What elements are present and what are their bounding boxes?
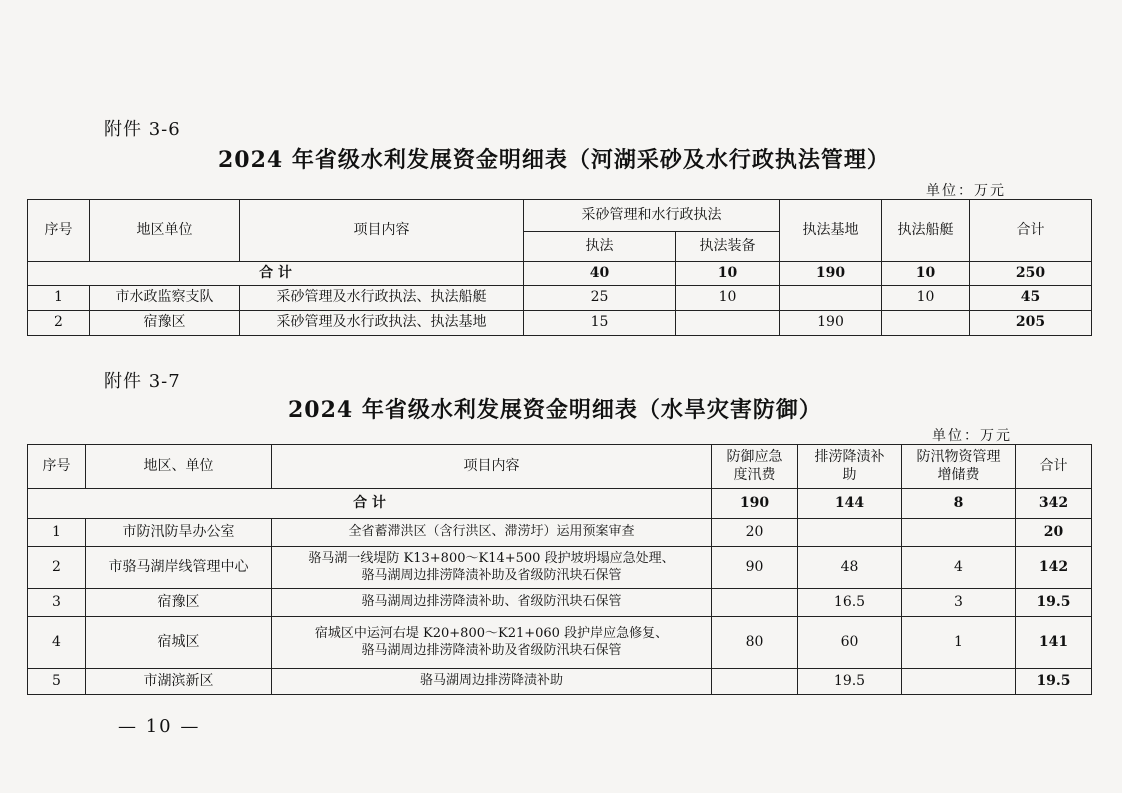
- header-seq: 序号: [28, 200, 90, 262]
- table-row: [28, 589, 1092, 617]
- row-base: 190: [780, 311, 882, 336]
- sum-enforce: 40: [524, 262, 676, 286]
- annex-3-7-title: 2024 年省级水利发展资金明细表（水旱灾害防御）: [288, 397, 822, 423]
- header-drain-line1: 排涝降渍补: [814, 449, 885, 465]
- table-row: [28, 286, 1092, 311]
- sum-label: 合 计: [28, 489, 712, 519]
- row-total: 205: [970, 311, 1092, 336]
- header-flood-fee-line1: 防御应急: [726, 449, 783, 465]
- header-boat: 执法船艇: [882, 200, 970, 262]
- annex-3-7-label: 附件 3-7: [104, 371, 181, 392]
- header-region: 地区单位: [90, 200, 240, 262]
- row-region: 宿豫区: [86, 589, 272, 617]
- header-group: 采砂管理和水行政执法: [524, 200, 780, 232]
- row-drain: 48: [798, 547, 902, 589]
- annex-3-6-unit: 单位：万元: [926, 183, 1006, 199]
- annex-3-6-title: 2024 年省级水利发展资金明细表（河湖采砂及水行政执法管理）: [218, 147, 890, 173]
- sum-total: 250: [970, 262, 1092, 286]
- sum-row: [28, 489, 1092, 519]
- row-content-line1: 宿城区中运河右堤 K20+800～K21+060 段护岸应急修复、: [314, 626, 669, 642]
- row-content: 采砂管理及水行政执法、执法船艇: [240, 286, 524, 311]
- sum-flood: 190: [712, 489, 798, 519]
- header-seq: 序号: [28, 445, 86, 489]
- row-region: 宿豫区: [90, 311, 240, 336]
- header-total: 合计: [1016, 445, 1092, 489]
- row-drain: [798, 519, 902, 547]
- row-content-line1: 全省蓄滞洪区（含行洪区、滞涝圩）运用预案审查: [348, 524, 635, 540]
- table-row: [28, 669, 1092, 695]
- row-flood: 90: [712, 547, 798, 589]
- row-total: 142: [1016, 547, 1092, 589]
- header-equip: 执法装备: [676, 232, 780, 262]
- row-content-line1: 骆马湖一线堤防 K13+800～K14+500 段护坡坍塌应急处理、: [308, 551, 675, 567]
- sum-drain: 144: [798, 489, 902, 519]
- annex-3-6-label: 附件 3-6: [104, 119, 181, 140]
- row-equip: 10: [676, 286, 780, 311]
- row-content: [272, 547, 712, 589]
- table-row: [28, 519, 1092, 547]
- header-flood-fee: [712, 445, 798, 489]
- row-base: [780, 286, 882, 311]
- row-content: [272, 617, 712, 669]
- row-region: 市湖滨新区: [86, 669, 272, 695]
- header-drain: [798, 445, 902, 489]
- row-total: 45: [970, 286, 1092, 311]
- row-equip: [676, 311, 780, 336]
- header-content: 项目内容: [272, 445, 712, 489]
- sum-storage: 8: [902, 489, 1016, 519]
- header-content: 项目内容: [240, 200, 524, 262]
- row-flood: 20: [712, 519, 798, 547]
- annex-3-7-table: [27, 444, 1092, 695]
- row-storage: [902, 669, 1016, 695]
- header-storage-line1: 防汛物资管理: [916, 449, 1001, 465]
- row-seq: 3: [28, 589, 86, 617]
- row-content-line2: 骆马湖周边排涝降渍补助及省级防汛块石保管: [361, 642, 622, 658]
- row-boat: 10: [882, 286, 970, 311]
- sum-total: 342: [1016, 489, 1092, 519]
- row-storage: 3: [902, 589, 1016, 617]
- row-region: 市骆马湖岸线管理中心: [86, 547, 272, 589]
- annex-3-6-table: [27, 199, 1092, 336]
- sum-equip: 10: [676, 262, 780, 286]
- sum-label: 合 计: [28, 262, 524, 286]
- row-drain: 16.5: [798, 589, 902, 617]
- row-enforce: 15: [524, 311, 676, 336]
- row-storage: 1: [902, 617, 1016, 669]
- row-seq: 2: [28, 311, 90, 336]
- row-drain: 19.5: [798, 669, 902, 695]
- row-content-line1: 骆马湖周边排涝降渍补助: [419, 673, 563, 689]
- row-region: 宿城区: [86, 617, 272, 669]
- row-seq: 4: [28, 617, 86, 669]
- row-content: [272, 519, 712, 547]
- sum-base: 190: [780, 262, 882, 286]
- row-total: 141: [1016, 617, 1092, 669]
- header-flood-fee-line2: 度汛费: [733, 466, 776, 483]
- row-region: 市水政监察支队: [90, 286, 240, 311]
- table-row: [28, 547, 1092, 589]
- table-row: [28, 311, 1092, 336]
- header-enforce: 执法: [524, 232, 676, 262]
- row-content: [272, 669, 712, 695]
- row-enforce: 25: [524, 286, 676, 311]
- header-storage-line2: 增储费: [937, 466, 980, 483]
- row-total: 19.5: [1016, 589, 1092, 617]
- row-flood: [712, 589, 798, 617]
- row-content-line2: 骆马湖周边排涝降渍补助及省级防汛块石保管: [361, 567, 622, 583]
- row-seq: 1: [28, 286, 90, 311]
- header-storage: [902, 445, 1016, 489]
- row-content: [272, 589, 712, 617]
- row-total: 20: [1016, 519, 1092, 547]
- row-region: 市防汛防旱办公室: [86, 519, 272, 547]
- header-total: 合计: [970, 200, 1092, 262]
- header-drain-line2: 助: [842, 466, 857, 483]
- row-flood: [712, 669, 798, 695]
- sum-row: [28, 262, 1092, 286]
- row-boat: [882, 311, 970, 336]
- page-number: — 10 —: [118, 716, 201, 737]
- row-storage: [902, 519, 1016, 547]
- row-flood: 80: [712, 617, 798, 669]
- header-base: 执法基地: [780, 200, 882, 262]
- row-seq: 5: [28, 669, 86, 695]
- table-row: [28, 617, 1092, 669]
- row-content: 采砂管理及水行政执法、执法基地: [240, 311, 524, 336]
- header-region: 地区、单位: [86, 445, 272, 489]
- sum-boat: 10: [882, 262, 970, 286]
- row-content-line1: 骆马湖周边排涝降渍补助、省级防汛块石保管: [361, 594, 622, 610]
- row-seq: 2: [28, 547, 86, 589]
- annex-3-7-unit: 单位：万元: [932, 428, 1012, 444]
- row-seq: 1: [28, 519, 86, 547]
- row-total: 19.5: [1016, 669, 1092, 695]
- row-storage: 4: [902, 547, 1016, 589]
- row-drain: 60: [798, 617, 902, 669]
